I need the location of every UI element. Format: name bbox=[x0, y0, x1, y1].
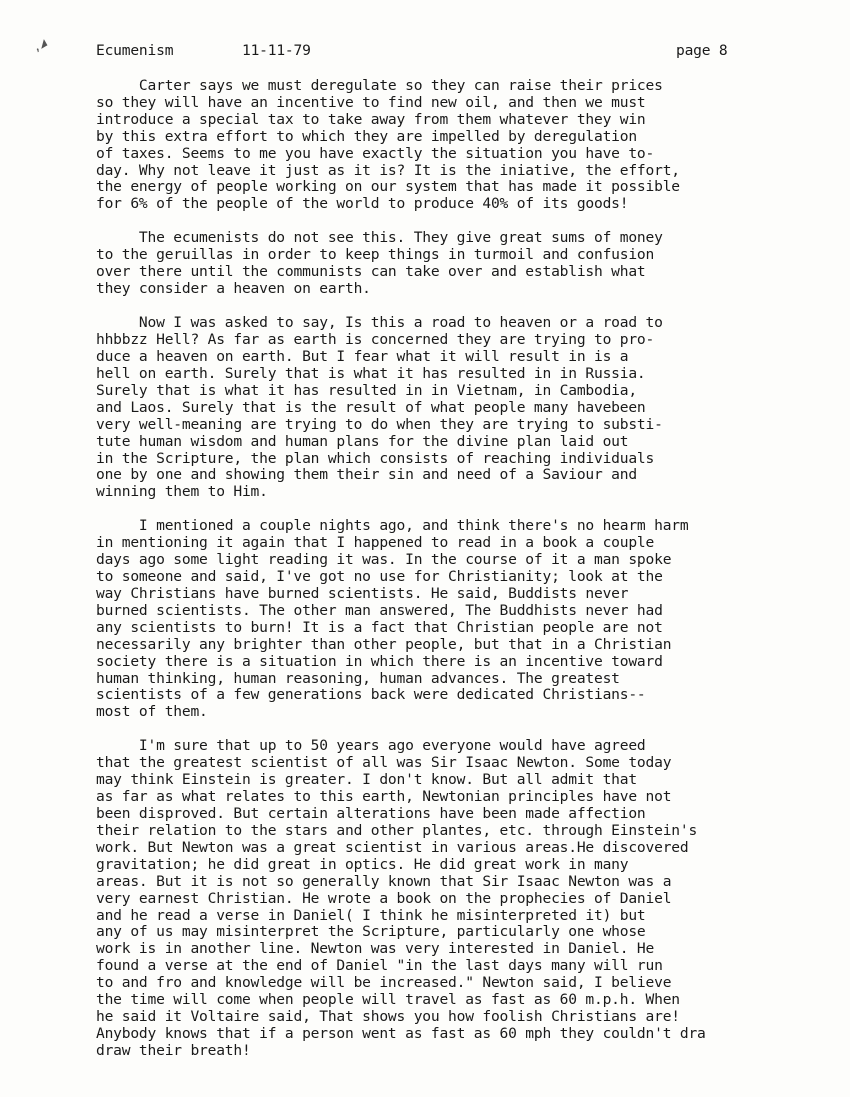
text-line: to the geruillas in order to keep things in turmoil and confusion bbox=[96, 246, 655, 264]
text-line: most of them. bbox=[96, 703, 208, 721]
paragraph bbox=[96, 518, 816, 721]
text-line: Carter says we must deregulate so they can raise their prices bbox=[96, 77, 663, 94]
text-line: work. But Newton was a great scientist in various areas.He discovered bbox=[96, 838, 689, 856]
paragraph bbox=[96, 78, 816, 213]
text-line: hhbbzz Hell? As far as earth is concerned they are trying to pro- bbox=[96, 331, 655, 349]
text-line: over there until the communists can take over and establish what bbox=[96, 263, 646, 281]
text-line: to and fro and knowledge will be increased." Newton said, I believe bbox=[96, 974, 672, 992]
text-line: I mentioned a couple nights ago, and think there's no hearm harm bbox=[96, 517, 689, 535]
text-line: by this extra effort to which they are impelled by deregulation bbox=[96, 127, 637, 145]
text-line: he said it Voltaire said, That shows you how foolish Christians are! bbox=[96, 1007, 680, 1025]
text-line: days ago some light reading it was. In the course of it a man spoke bbox=[96, 551, 672, 569]
text-line: any scientists to burn! It is a fact that Christian people are not bbox=[96, 618, 663, 636]
text-line: scientists of a few generations back were dedicated Christians-- bbox=[96, 686, 646, 704]
page-header bbox=[96, 42, 786, 62]
stray-pen-mark: ,◢ bbox=[29, 35, 49, 55]
page-number: page 8 bbox=[676, 42, 728, 59]
text-line: as far as what relates to this earth, Newtonian principles have not bbox=[96, 788, 672, 806]
text-line: gravitation; he did great in optics. He did great work in many bbox=[96, 855, 629, 873]
text-line: they consider a heaven on earth. bbox=[96, 280, 371, 298]
text-line: may think Einstein is greater. I don't know. But all admit that bbox=[96, 771, 637, 789]
text-line: one by one and showing them their sin and need of a Saviour and bbox=[96, 466, 637, 484]
text-line: and he read a verse in Daniel( I think he misinterpreted it) but bbox=[96, 906, 646, 924]
text-line: been disproved. But certain alterations have been made affection bbox=[96, 805, 646, 823]
text-line: tute human wisdom and human plans for the divine plan laid out bbox=[96, 432, 629, 450]
text-line: burned scientists. The other man answered, The Buddhists never had bbox=[96, 601, 663, 619]
text-line: I'm sure that up to 50 years ago everyone would have agreed bbox=[96, 737, 646, 755]
text-line: winning them to Him. bbox=[96, 483, 268, 501]
text-line: found a verse at the end of Daniel "in the last days many will run bbox=[96, 957, 663, 975]
text-line: Surely that is what it has resulted in in Vietnam, in Cambodia, bbox=[96, 381, 637, 399]
text-line: so they will have an incentive to find new oil, and then we must bbox=[96, 93, 646, 111]
paragraph bbox=[96, 315, 816, 501]
text-line: hell on earth. Surely that is what it has resulted in in Russia. bbox=[96, 364, 646, 382]
text-line: the energy of people working on our system that has made it possible bbox=[96, 178, 680, 196]
text-line: Now I was asked to say, Is this a road to heaven or a road to bbox=[96, 314, 663, 332]
text-line: to someone and said, I've got no use for Christianity; look at the bbox=[96, 568, 663, 586]
text-line: way Christians have burned scientists. He said, Buddists never bbox=[96, 585, 629, 603]
text-line: any of us may misinterpret the Scripture, particularly one whose bbox=[96, 923, 646, 941]
text-line: human thinking, human reasoning, human advances. The greatest bbox=[96, 669, 620, 687]
text-line: areas. But it is not so generally known that Sir Isaac Newton was a bbox=[96, 872, 672, 890]
text-line: society there is a situation in which there is an incentive toward bbox=[96, 652, 663, 670]
text-line: very well-meaning are trying to do when they are trying to substi- bbox=[96, 415, 663, 433]
text-line: draw their breath! bbox=[96, 1041, 251, 1059]
text-line: for 6% of the people of the world to produce 40% of its goods! bbox=[96, 195, 629, 213]
document-date: 11-11-79 bbox=[242, 42, 311, 59]
text-line: and Laos. Surely that is the result of what people many havebeen bbox=[96, 398, 646, 416]
paragraph bbox=[96, 738, 816, 1059]
text-line: work is in another line. Newton was very interested in Daniel. He bbox=[96, 940, 655, 958]
text-line: Anybody knows that if a person went as fast as 60 mph they couldn't dra bbox=[96, 1024, 706, 1042]
text-line: very earnest Christian. He wrote a book on the prophecies of Daniel bbox=[96, 889, 672, 907]
text-line: day. Why not leave it just as it is? It is the iniative, the effort, bbox=[96, 161, 680, 179]
document-body bbox=[96, 78, 816, 1077]
text-line: that the greatest scientist of all was Sir Isaac Newton. Some today bbox=[96, 754, 672, 772]
text-line: in the Scripture, the plan which consists of reaching individuals bbox=[96, 449, 655, 467]
text-line: The ecumenists do not see this. They give great sums of money bbox=[96, 229, 663, 247]
text-line: duce a heaven on earth. But I fear what it will result in is a bbox=[96, 348, 629, 366]
text-line: of taxes. Seems to me you have exactly the situation you have to- bbox=[96, 144, 655, 162]
text-line: necessarily any brighter than other people, but that in a Christian bbox=[96, 635, 672, 653]
text-line: in mentioning it again that I happened to read in a book a couple bbox=[96, 534, 655, 552]
document-title: Ecumenism bbox=[96, 42, 174, 59]
text-line: the time will come when people will travel as fast as 60 m.p.h. When bbox=[96, 991, 680, 1009]
text-line: introduce a special tax to take away from them whatever they win bbox=[96, 110, 646, 128]
paragraph bbox=[96, 230, 816, 298]
text-line: their relation to the stars and other plantes, etc. through Einstein's bbox=[96, 822, 698, 839]
